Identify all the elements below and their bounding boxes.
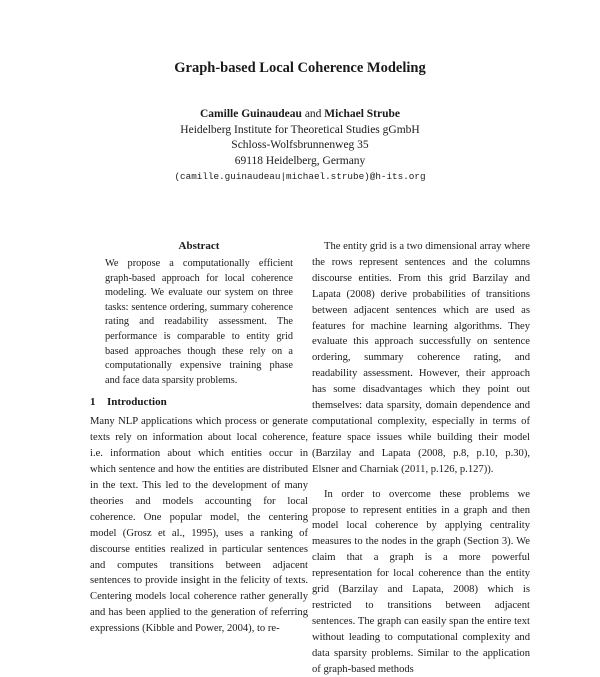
section-heading [90, 394, 308, 410]
author-conjunction: and [304, 108, 322, 120]
graph-proposal-paragraph: In order to overcome these problems we propose to represent entities in a graph and then model local coherence by applying centrality measures to the nodes in the graph (Section 3). We claim that a graph is a more powerful representation for local coherence than the entity grid (Barzilay and Lapata, 2008) which is restricted to transitions between adjacent sentences. The graph can easily span the entire text without leading to computational complexity and data sparsity problems. Similar to the application of graph-based methods [312, 488, 530, 675]
entity-grid-paragraph: The entity grid is a two dimensional array where the rows represent sentences and the columns discourse entities. From this grid Barzilay and Lapata (2008) derive probabilities of transitions between adjacent sentences which are used as features for machine learning algorithms. They evaluate this approach successfully on sentence ordering, summary coherence rating, and readability assessment. However, their approach has some disadvantages which they point out themselves: data sparsity, domain dependence and computational complexity, especially in terms of feature space issues while building their model (Barzilay and Lapata (2008, p.8, p.10, p.30), Elsner and Charniak (2011, p.126, p.127)). [312, 241, 530, 475]
section-number: 1 [90, 396, 96, 409]
abstract-body: We propose a computationally efficient graph-based approach for local coherence modeling. We evaluate our system on three tasks: sentence ordering, summary coherence rating and readability assessment. The performance is comparable to entity grid based approaches though these rely on a computationally expensive training phase and face data sparsity problems. [105, 258, 293, 386]
author-email: (camille.guinaudeau|michael.strube)@h-its.org [174, 171, 426, 182]
author-1: Camille Guinaudeau [200, 108, 302, 120]
intro-paragraph: Many NLP applications which process or generate texts rely on information about local coherence, i.e. information about which entities occur in which sentence and how the entities are distributed in the text. This led to the development of many theories and models accounting for local coherence. One popular model, the centering model (Grosz et al., 1995), uses a ranking of discourse entities realized in particular sentences and computes transitions between adjacent sentences to provide insight in the felicity of texts. Centering models local coherence rather generally and has been applied to the generation of referring expressions (Kibble and Power, 2004), to re- [90, 416, 308, 635]
section-title: Introduction [107, 396, 167, 409]
affiliation: Heidelberg Institute for Theoretical Studies gGmbH [180, 123, 420, 136]
address-city: 69118 Heidelberg, Germany [234, 154, 366, 167]
author-names [0, 107, 600, 123]
author-2: Michael Strube [324, 108, 400, 120]
author-block [0, 107, 600, 185]
address-street: Schloss-Wolfsbrunnenweg 35 [231, 139, 369, 151]
abstract-heading: Abstract [178, 240, 220, 252]
right-column [312, 239, 530, 677]
left-column [90, 239, 308, 637]
paper-title: Graph-based Local Coherence Modeling [174, 60, 426, 76]
